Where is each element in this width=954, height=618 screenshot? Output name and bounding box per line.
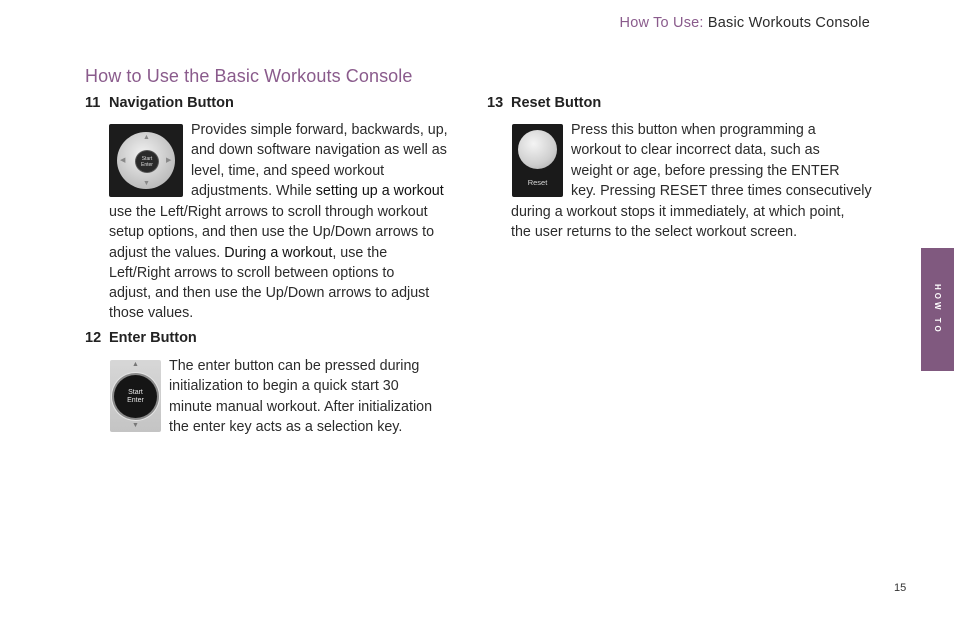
text-line: initialization to begin a quick start 30 xyxy=(169,378,399,395)
enter-label-enter: Enter xyxy=(127,396,144,404)
reset-text-bottom xyxy=(511,202,845,243)
section-title: Navigation Button xyxy=(109,95,234,111)
text-line: minute manual workout. After initialization xyxy=(169,398,433,415)
reset-button-heading xyxy=(487,95,601,111)
section-number: 12 xyxy=(85,330,102,346)
text-line: the enter key acts as a selection key. xyxy=(169,418,403,435)
enter-button-graphic xyxy=(114,375,157,418)
arrow-down-icon: ▼ xyxy=(132,422,139,429)
arrow-up-icon: ▲ xyxy=(143,134,150,141)
enter-text xyxy=(169,356,432,437)
arrow-left-icon: ◀ xyxy=(120,157,126,164)
reset-button-graphic xyxy=(518,130,557,169)
navigation-button-heading xyxy=(85,95,234,111)
text-line: Provides simple forward, backwards, up, xyxy=(191,122,448,138)
text-span: , use the xyxy=(332,244,388,261)
nav-center-button xyxy=(135,150,159,173)
enter-label-start: Start xyxy=(128,388,143,396)
enter-button-heading xyxy=(85,330,197,346)
text-line: and down software navigation as well as xyxy=(191,142,447,159)
text-line: adjust, and then use the Up/Down arrows to adjust xyxy=(109,285,430,302)
text-line xyxy=(109,243,434,263)
section-title: Reset Button xyxy=(511,95,602,111)
reset-button-image xyxy=(512,124,563,197)
section-title: Enter Button xyxy=(109,330,197,346)
text-line: weight or age, before pressing the ENTER xyxy=(571,162,840,179)
page-number: 15 xyxy=(894,582,907,594)
text-line: level, time, and speed workout xyxy=(191,162,385,179)
navigation-button-image xyxy=(109,124,183,197)
header-accent: How To Use: xyxy=(619,15,704,31)
text-line: the user returns to the select workout screen. xyxy=(511,224,798,241)
reset-label: Reset xyxy=(527,178,548,187)
text-line: workout to clear incorrect data, such as xyxy=(571,142,820,159)
side-tab-how-to xyxy=(921,248,954,371)
text-line: key. Pressing RESET three times consecutively xyxy=(571,182,872,199)
arrow-up-icon: ▲ xyxy=(132,361,139,368)
navigation-text-top xyxy=(191,120,448,201)
navigation-text-bottom xyxy=(109,202,434,324)
arrow-right-icon: ▶ xyxy=(166,157,172,164)
text-line: those values. xyxy=(109,305,194,322)
page-header xyxy=(620,15,870,31)
text-line: The enter button can be pressed during xyxy=(169,358,420,374)
emphasis-text: During a workout xyxy=(224,244,333,261)
page-title: How to Use the Basic Workouts Console xyxy=(85,66,413,86)
text-line: Left/Right arrows to scroll between options to xyxy=(109,264,395,281)
text-line: use the Left/Right arrows to scroll through workout xyxy=(109,204,428,220)
text-line: setup options, and then use the Up/Down arrows to xyxy=(109,224,435,241)
nav-center-label-enter: Enter xyxy=(141,161,153,168)
text-span: adjustments. While xyxy=(191,182,316,199)
reset-text-top xyxy=(571,120,872,201)
text-line: Press this button when programming a xyxy=(571,122,816,138)
section-number: 11 xyxy=(85,95,101,111)
emphasis-text: setting up a workout xyxy=(315,182,444,199)
text-line xyxy=(191,181,448,201)
header-title: Basic Workouts Console xyxy=(707,15,870,31)
enter-button-image xyxy=(110,360,161,432)
arrow-down-icon: ▼ xyxy=(143,180,150,187)
text-line: during a workout stops it immediately, at which point, xyxy=(511,204,845,220)
nav-center-label-start: Start xyxy=(141,155,153,162)
side-tab-label: HOW TO xyxy=(933,284,942,335)
text-span: adjust the values. xyxy=(109,244,225,261)
section-number: 13 xyxy=(487,95,504,111)
